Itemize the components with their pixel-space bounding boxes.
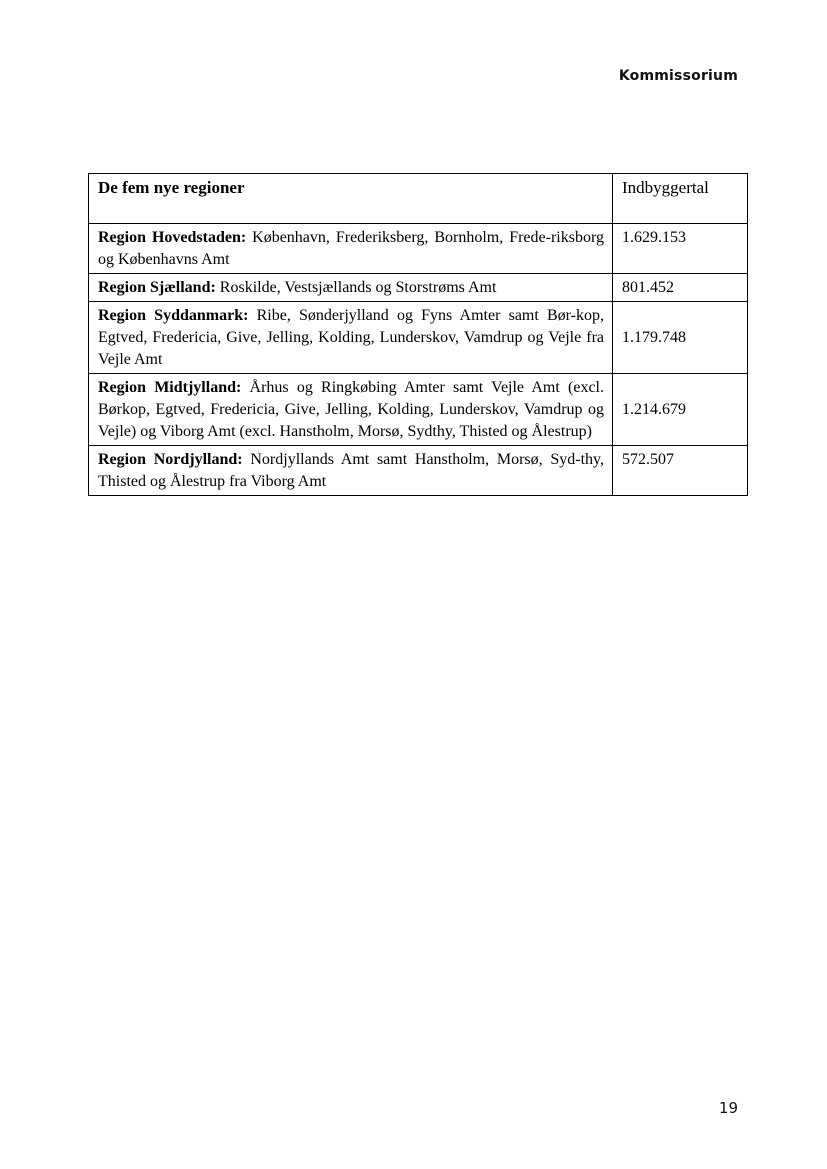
table-row: [89, 302, 748, 374]
region-name: Region Syddanmark:: [98, 307, 249, 324]
region-text: Århus og Ringkøbing Amter samt Vejle Amt (excl. Børkop, Egtved, Fredericia, Give, Jelling, Kolding, Lunderskov, Vamdrup og Vejle) og Viborg Amt (excl. Hanstholm, Morsø, Sydthy, Thisted og Ålestrup): [98, 379, 604, 440]
region-text: Nordjyllands Amt samt Hanstholm, Morsø, Syd-thy, Thisted og Ålestrup fra Viborg Amt: [98, 451, 604, 490]
table-row: [89, 224, 748, 274]
table-row: [89, 446, 748, 496]
region-population: 1.214.679: [613, 374, 748, 446]
region-population: 572.507: [613, 446, 748, 496]
region-description: [89, 274, 613, 302]
region-population: 1.629.153: [613, 224, 748, 274]
column-header-regions: De fem nye regioner: [89, 174, 613, 224]
region-text: København, Frederiksberg, Bornholm, Frede-riksborg og Københavns Amt: [98, 229, 605, 268]
page-number: 19: [718, 1099, 738, 1117]
region-population: 1.179.748: [613, 302, 748, 374]
table-row: [89, 274, 748, 302]
column-header-population: Indbyggertal: [613, 174, 748, 224]
region-description: [89, 446, 613, 496]
page-header-title: Kommissorium: [618, 68, 738, 84]
region-description: [89, 302, 613, 374]
region-population: 801.452: [613, 274, 748, 302]
region-description: [89, 374, 613, 446]
region-name: Region Hovedstaden:: [98, 229, 247, 246]
region-name: Region Midtjylland:: [98, 379, 242, 396]
region-text: Roskilde, Vestsjællands og Storstrøms Amt: [215, 279, 497, 296]
region-description: [89, 224, 613, 274]
region-text: Ribe, Sønderjylland og Fyns Amter samt Bør-kop, Egtved, Fredericia, Give, Jelling, Kolding, Lunderskov, Vamdrup og Vejle fra Vejle Amt: [98, 307, 605, 368]
region-name: Region Sjælland:: [98, 279, 216, 296]
regions-table: [88, 173, 748, 496]
table-row: [89, 374, 748, 446]
table-header-row: [89, 174, 748, 224]
region-name: Region Nordjylland:: [98, 451, 243, 468]
